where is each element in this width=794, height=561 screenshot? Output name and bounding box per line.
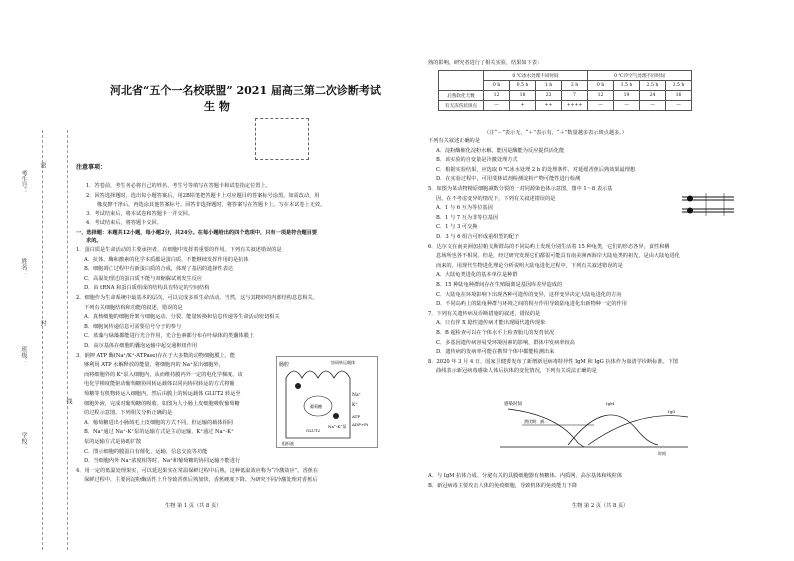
- col-header: 1.5 h: [614, 81, 640, 91]
- name-label: 姓名：: [20, 258, 27, 276]
- notice-2b: 橡皮擦干净后，再选涂其他答案标号。回答非选择题时，将答案写在答题卡上。写在本试卷上无效。: [97, 202, 326, 208]
- fig1-glucose: 葡萄糖: [310, 404, 322, 409]
- text-line: A．只有伴 X 隐性遗传病才能出现隔代遗传现象: [436, 320, 546, 327]
- table-note: （注“－”表示无，“＋”表示有，“＋”数量越多表示斑点越多。）: [484, 130, 627, 136]
- notice-4: 4．考试结束后，将答题卡交回。: [86, 220, 162, 226]
- footer-left: 生物 第 1 页（共 8 页）: [165, 503, 222, 509]
- col-header: 3.5 h: [666, 81, 692, 91]
- text-line: C．大陆龟在环境影响下出现各种可遗传的变异，这样变异决定大陆龟进化的方向: [436, 291, 622, 298]
- text-line: B．15 种陆龟种群间存在生殖隔离是基因库差异造成的: [436, 282, 563, 288]
- cell: 24: [640, 91, 666, 101]
- chromosome-diagram: [680, 187, 736, 221]
- group1-header: 0 ℃冰水处理不同时间: [484, 71, 588, 81]
- cell: —: [588, 101, 614, 111]
- cell: ++: [536, 101, 562, 111]
- notice-heading: 注意事项：: [76, 164, 107, 171]
- school-label: 学校：: [20, 432, 27, 450]
- seal-char: 密: [39, 162, 46, 168]
- text-line: D．在实验过程中，可用斐林试剂检测淀粉产物可能性进行检测: [436, 176, 581, 183]
- text-line: 细胞外液，完成对葡萄糖的吸收。如图为人小肠上皮细胞吸收葡萄糖: [84, 400, 240, 407]
- cell: +: [510, 101, 536, 111]
- fig3-window: 潜伏期：测...: [524, 419, 548, 424]
- text-line: C．图示细胞的膜蛋白有催化、运输、信息交流等功能: [84, 448, 208, 455]
- text-line: 8．2020 年 3 月 4 日，国家卫健委发布了新增新冠病毒特异性 IgM 和 IgG 抗体作为血清学诊断标准。下图: [428, 358, 679, 365]
- text-line: 保鲜过程中，主要因淀粉酶活性上升导致香蕉后熟加快，香蕉硬度下降。为研究不同冷激处理对香蕉后: [84, 477, 318, 484]
- examinee-id-label: 考生号：: [20, 170, 27, 194]
- text-line: 的过程示意图。下列相关分析正确的是: [84, 410, 173, 417]
- option-8a: A．与 IgM 抗体合成、分泌有关的具膜细胞器有核糖体、内质网、高尔基体和线粒体: [428, 473, 623, 479]
- glucose-dot: [295, 383, 301, 389]
- fig1-adp: ADP+Pi: [352, 422, 369, 427]
- text-line: 曲线表示新冠病毒感染人体后抗体的变化情况，下列有关说法正确的是: [436, 368, 597, 375]
- section-heading: 一、选择题：本题共12小题，每小题2分，共24分。在每小题给出的四个选项中，只有一项是符合题目要: [76, 230, 318, 236]
- text-line: D．不同岛屿上的陆龟种群与环境之间的相互作用导致陆龟进化出新物种一定的作用: [436, 301, 627, 308]
- text-line: A．葡萄糖进出小肠绒毛上皮细胞的方式不同，但运输的载体相同: [84, 419, 233, 426]
- option-8b: B．新冠病毒主要攻击人体的免疫细胞，导致机体的免疫能力下降: [428, 483, 578, 489]
- text-line: A．真核细胞的细胞骨架与细胞运动、分裂、能量转换和信息传递等生命活动密切相关: [84, 314, 280, 321]
- fig1-lumen: 肠腔: [279, 362, 290, 368]
- text-line: 3．钠钾 ATP 酶(Na⁺/K⁺-ATPase)存在于大多数的动物细胞膜上，能: [76, 352, 236, 359]
- text-line: 下列有关叙述正确的是: [428, 138, 480, 144]
- cell: 19: [614, 91, 640, 101]
- text-line: D．高尔基体在细胞的囊泡运输中起交通枢纽作用: [84, 343, 198, 349]
- right-intro: 熟的影响，研究者进行了相关实验，结果如下表：: [428, 60, 543, 66]
- binding-line-2: [67, 130, 68, 550]
- col-header: 0.5 h: [510, 81, 536, 91]
- fig1-atp: ATP: [352, 414, 361, 419]
- score-box: [255, 118, 309, 160]
- notice-1: 1．答卷前，考生务必将自己的姓名、考生号等填写在答题卡和试卷指定位置上。: [86, 183, 271, 189]
- text-line: 而来的。用现代生物进化理论分析说明大陆龟进化过程中，下列有关叙述错误的是: [436, 262, 623, 269]
- text-line: 电化学梯度能驱动葡萄糖协同转运载体以同向协同转运的方式将葡: [84, 381, 235, 388]
- text-line: A．大陆龟类进化的基本单位是种群: [436, 272, 518, 279]
- text-line: B．B 超检查可以在个体水平上检查胎儿的发育状况: [436, 330, 555, 336]
- seal-char-2: 封: [39, 320, 46, 326]
- notice-2: 2．回答选择题时，选出每小题答案后，用2B铅笔把答题卡上对应题目的答案标号涂黑。如需改动，用: [86, 193, 320, 199]
- text-line: C．多基因遗传病容易受环境因素的影响，群体中发病率较高: [436, 339, 575, 346]
- cell: 12: [588, 91, 614, 101]
- cell: 12: [484, 91, 510, 101]
- cell: —: [666, 101, 692, 111]
- text-line: 息场所也各不相同。但是，经过研究发现它们都很可能具有南美洲西海岸大陆龟类的祖先，是由大陆龟进化: [436, 253, 680, 260]
- text-line: 1．蛋白质是生命活动的主要承担者，在细胞中发挥着重要的作用。下列有关叙述错误的是: [76, 247, 282, 253]
- col-header: 2.5 h: [640, 81, 666, 91]
- text-line: D．当细胞内外 Na⁺浓度相等时，Na⁺和葡萄糖的协同运输不能进行: [84, 458, 241, 465]
- text-line: D．由 tRNA 和蛋白质组成的结构具有特定的空间结构: [84, 285, 210, 292]
- cell: 18: [510, 91, 536, 101]
- footer-right: 生物 第 2 页（共 8 页）: [572, 503, 629, 509]
- text-line: 而将细胞外的 K⁺泵入细胞内，从而维持膜内外一定的电化学梯度。该: [84, 371, 243, 378]
- section-heading-b: 求的。: [86, 238, 102, 244]
- fig3-x: 时间: [658, 451, 666, 456]
- cell: 16: [666, 91, 692, 101]
- virus-curve: [508, 409, 584, 447]
- text-line: 4．用一定的低温处理果实，可以延迟果实在常温保鲜过程中后熟，这种低温效应称为“冷激效应”。香蕉在: [76, 467, 319, 474]
- text-line: B．Na⁺通过 Na⁺-K⁺泵的运输方式是主动运输，K⁺通过 Na⁺-K⁺: [84, 429, 234, 436]
- row-label: 有无冻伤状斑点: [439, 101, 484, 111]
- text-line: C．高温处理过的蛋白质不能与双缩脲试剂发生反应: [84, 275, 203, 282]
- text-line: 下列有关细胞结构和功能的叙述，错误的是: [84, 304, 183, 311]
- cell-transport-diagram: [276, 356, 378, 448]
- text-line: 2．细胞作为生命系统中最基本的层次，可以完成多项生命活动。当然，这与其精妙的内部结构息息相关。: [76, 295, 318, 301]
- fig1-glut: GLUT2: [306, 428, 321, 433]
- fig3-y: 感染时间: [504, 402, 522, 407]
- text-line: 7．下列有关遗传病及诊断措施的叙述，错误的是: [428, 310, 541, 317]
- text-line: B．该实验的自变量是冷激处理方式: [436, 157, 518, 164]
- fig1-ecf: 组织液: [282, 441, 294, 446]
- group2-header: 0 ℃冷空气处理不同时间: [588, 71, 692, 81]
- text-line: B．1 与 7 互为非等位基因: [436, 214, 499, 221]
- cell: —: [640, 101, 666, 111]
- pump-dot: [333, 413, 339, 419]
- text-line: C．1 与 3 可交换: [436, 224, 478, 231]
- results-table: [438, 70, 692, 111]
- class-label: 班级：: [20, 346, 27, 364]
- text-line: B．细胞凋亡过程中有新蛋白质的合成，体现了基因的选择性表达: [84, 266, 234, 273]
- seal-char-3: 线: [65, 398, 72, 404]
- row-label: 后熟软化天数: [439, 91, 484, 101]
- text-line: A．抗体、酶和激素的化学本质都是蛋白质，不能继续发挥作用的是抗体: [84, 256, 249, 263]
- igg-curve: [588, 416, 688, 445]
- text-line: A．淀粉酶催化淀粉水解，能因是酶能为反应提供活化能: [436, 147, 565, 154]
- text-line: D．3 与 6 组合可形成重组型的配子: [436, 234, 520, 240]
- subject-title: 生 物: [204, 100, 230, 113]
- text-line: 因。在不考虑变异的情况下，下列有关叙述错误的是: [436, 195, 556, 202]
- text-line: D．遗传病的发病率可能在携带个体中都能检测出来: [436, 349, 555, 356]
- text-line: C．蓝藻与绿藻都能进行光合作用，光合色素都分布在叶绿体的类囊体膜上: [84, 333, 254, 340]
- col-header: 2 h: [562, 81, 588, 91]
- col-header: 0 h: [588, 81, 614, 91]
- text-line: A．1 与 6 互为等位基因: [436, 205, 493, 212]
- antibody-chart: [498, 395, 694, 457]
- col-header: 0 h: [484, 81, 510, 91]
- fig1-na: Na⁺: [352, 393, 361, 398]
- cell: ++++: [562, 101, 588, 111]
- cell: 7: [562, 91, 588, 101]
- text-line: 泵的运输方式是协助扩散: [84, 439, 142, 445]
- notice-3: 3．考试结束后，将本试卷和答题卡一并交回。: [86, 211, 194, 217]
- fig1-carrier: 协同转运载体: [331, 360, 355, 365]
- fig1-pump: Na⁺-K⁺泵: [328, 424, 347, 429]
- fig3-igm: IgM: [606, 401, 615, 406]
- text-line: C．根据实验结果，应选取 0 ℃冰水处理 2 h 的处理条件，对延缓香蕉后熟效果最理想: [436, 166, 636, 173]
- cell: —: [484, 101, 510, 111]
- exam-title: 河北省“五个一名校联盟” 2021 届高三第二次诊断考试: [110, 84, 381, 97]
- cell: —: [614, 101, 640, 111]
- text-line: 6．达尔文在南美洲加拉帕戈斯群岛的不同岛屿上发现分别生活着 15 种龟类，它们的形态各异，食性和栖: [428, 243, 670, 250]
- text-line: 萄糖等有机物转运入细胞内，然后由膜上的转运载体 GLUT2 转运至: [84, 391, 241, 397]
- col-header: 1 h: [536, 81, 562, 91]
- text-line: 够利用 ATP 水解释放的能量，将细胞内的 Na⁺泵出细胞外，: [84, 362, 224, 369]
- fig1-k: K⁺: [352, 403, 358, 408]
- cell: 23: [536, 91, 562, 101]
- text-line: B．细胞间传递信息可需要信号分子的参与: [84, 323, 182, 330]
- binding-line: [42, 130, 43, 550]
- text-line: 5．如图为某动物精原细胞减数分裂的一对同源染色体示意图，图中 1～8 表示基: [428, 186, 613, 192]
- fig3-igg: IgG: [668, 409, 676, 414]
